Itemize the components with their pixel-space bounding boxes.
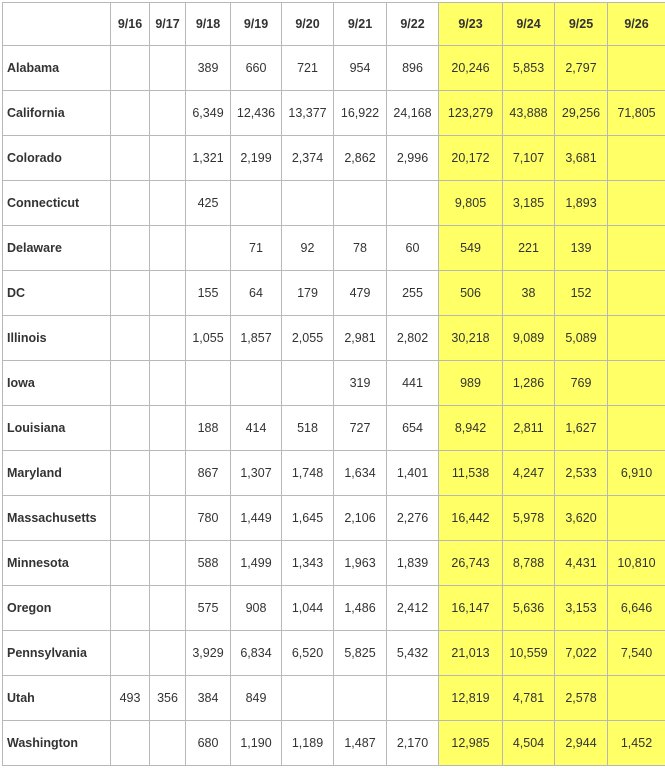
value-cell <box>111 316 150 361</box>
value-cell-highlighted <box>608 676 665 721</box>
value-cell: 6,349 <box>186 91 231 136</box>
value-cell-highlighted: 6,646 <box>608 586 665 631</box>
value-cell: 24,168 <box>387 91 439 136</box>
value-cell: 6,520 <box>282 631 334 676</box>
value-cell-highlighted: 11,538 <box>439 451 503 496</box>
value-cell: 1,189 <box>282 721 334 766</box>
value-cell: 1,401 <box>387 451 439 496</box>
table-row <box>3 181 665 226</box>
value-cell-highlighted: 8,942 <box>439 406 503 451</box>
value-cell <box>150 406 186 451</box>
value-cell: 727 <box>334 406 387 451</box>
value-cell-highlighted: 221 <box>503 226 555 271</box>
value-cell <box>111 586 150 631</box>
value-cell-highlighted: 7,107 <box>503 136 555 181</box>
value-cell-highlighted <box>608 226 665 271</box>
value-cell <box>387 676 439 721</box>
value-cell-highlighted: 30,218 <box>439 316 503 361</box>
value-cell <box>111 46 150 91</box>
value-cell-highlighted: 1,627 <box>555 406 608 451</box>
value-cell: 721 <box>282 46 334 91</box>
value-cell-highlighted: 1,893 <box>555 181 608 226</box>
value-cell <box>150 721 186 766</box>
value-cell: 188 <box>186 406 231 451</box>
state-name-cell: Connecticut <box>3 181 111 226</box>
value-cell-highlighted: 20,172 <box>439 136 503 181</box>
column-header: 9/21 <box>334 3 387 46</box>
table-row <box>3 226 665 271</box>
value-cell-highlighted: 29,256 <box>555 91 608 136</box>
value-cell: 1,449 <box>231 496 282 541</box>
value-cell-highlighted: 3,681 <box>555 136 608 181</box>
value-cell: 13,377 <box>282 91 334 136</box>
value-cell-highlighted: 506 <box>439 271 503 316</box>
value-cell: 2,412 <box>387 586 439 631</box>
value-cell-highlighted: 3,185 <box>503 181 555 226</box>
value-cell <box>111 451 150 496</box>
value-cell-highlighted: 12,819 <box>439 676 503 721</box>
table-row <box>3 46 665 91</box>
state-name-cell: DC <box>3 271 111 316</box>
column-header: 9/22 <box>387 3 439 46</box>
value-cell: 2,199 <box>231 136 282 181</box>
value-cell: 2,374 <box>282 136 334 181</box>
value-cell <box>150 496 186 541</box>
value-cell <box>150 226 186 271</box>
value-cell <box>111 721 150 766</box>
value-cell: 1,748 <box>282 451 334 496</box>
table-row <box>3 541 665 586</box>
value-cell: 493 <box>111 676 150 721</box>
value-cell: 1,343 <box>282 541 334 586</box>
column-header <box>3 3 111 46</box>
value-cell-highlighted: 20,246 <box>439 46 503 91</box>
value-cell-highlighted <box>608 46 665 91</box>
value-cell-highlighted <box>608 316 665 361</box>
table-row <box>3 361 665 406</box>
state-name-cell: Utah <box>3 676 111 721</box>
value-cell: 588 <box>186 541 231 586</box>
value-cell: 1,839 <box>387 541 439 586</box>
value-cell <box>111 361 150 406</box>
value-cell: 60 <box>387 226 439 271</box>
value-cell-highlighted: 5,978 <box>503 496 555 541</box>
value-cell-highlighted: 3,153 <box>555 586 608 631</box>
table-row <box>3 721 665 766</box>
table-row <box>3 676 665 721</box>
value-cell: 1,044 <box>282 586 334 631</box>
value-cell <box>150 631 186 676</box>
column-header-highlighted: 9/24 <box>503 3 555 46</box>
value-cell-highlighted: 2,578 <box>555 676 608 721</box>
state-name-cell: Pennsylvania <box>3 631 111 676</box>
state-name-cell: Illinois <box>3 316 111 361</box>
column-header-highlighted: 9/26 <box>608 3 665 46</box>
value-cell: 64 <box>231 271 282 316</box>
value-cell <box>111 91 150 136</box>
column-header-highlighted: 9/25 <box>555 3 608 46</box>
value-cell: 518 <box>282 406 334 451</box>
value-cell: 2,802 <box>387 316 439 361</box>
value-cell: 2,106 <box>334 496 387 541</box>
value-cell-highlighted: 4,247 <box>503 451 555 496</box>
value-cell <box>334 676 387 721</box>
value-cell: 954 <box>334 46 387 91</box>
value-cell-highlighted <box>608 271 665 316</box>
value-cell: 660 <box>231 46 282 91</box>
value-cell: 2,996 <box>387 136 439 181</box>
value-cell-highlighted: 6,910 <box>608 451 665 496</box>
value-cell-highlighted: 139 <box>555 226 608 271</box>
value-cell: 1,486 <box>334 586 387 631</box>
column-header: 9/17 <box>150 3 186 46</box>
early-vote-table <box>2 2 665 766</box>
value-cell-highlighted: 38 <box>503 271 555 316</box>
table-row <box>3 496 665 541</box>
table-row <box>3 631 665 676</box>
value-cell <box>111 406 150 451</box>
value-cell-highlighted: 1,286 <box>503 361 555 406</box>
value-cell: 1,634 <box>334 451 387 496</box>
table-row <box>3 91 665 136</box>
value-cell-highlighted: 1,452 <box>608 721 665 766</box>
value-cell <box>282 181 334 226</box>
value-cell: 425 <box>186 181 231 226</box>
value-cell <box>387 181 439 226</box>
table-row <box>3 271 665 316</box>
value-cell-highlighted: 989 <box>439 361 503 406</box>
table-row <box>3 451 665 496</box>
value-cell-highlighted <box>608 136 665 181</box>
value-cell: 384 <box>186 676 231 721</box>
value-cell <box>231 181 282 226</box>
value-cell: 255 <box>387 271 439 316</box>
value-cell-highlighted: 3,620 <box>555 496 608 541</box>
value-cell: 680 <box>186 721 231 766</box>
value-cell <box>111 136 150 181</box>
value-cell-highlighted: 2,811 <box>503 406 555 451</box>
value-cell: 575 <box>186 586 231 631</box>
value-cell: 479 <box>334 271 387 316</box>
column-header: 9/19 <box>231 3 282 46</box>
value-cell <box>186 361 231 406</box>
value-cell <box>111 496 150 541</box>
value-cell: 908 <box>231 586 282 631</box>
value-cell-highlighted: 21,013 <box>439 631 503 676</box>
value-cell: 16,922 <box>334 91 387 136</box>
value-cell: 896 <box>387 46 439 91</box>
table-row <box>3 406 665 451</box>
value-cell <box>150 271 186 316</box>
value-cell-highlighted: 9,805 <box>439 181 503 226</box>
value-cell-highlighted: 71,805 <box>608 91 665 136</box>
value-cell <box>150 451 186 496</box>
state-name-cell: Massachusetts <box>3 496 111 541</box>
value-cell: 6,834 <box>231 631 282 676</box>
value-cell <box>111 271 150 316</box>
value-cell: 5,432 <box>387 631 439 676</box>
value-cell: 1,963 <box>334 541 387 586</box>
state-name-cell: Louisiana <box>3 406 111 451</box>
value-cell <box>150 586 186 631</box>
value-cell-highlighted <box>608 361 665 406</box>
value-cell-highlighted: 9,089 <box>503 316 555 361</box>
value-cell-highlighted: 5,089 <box>555 316 608 361</box>
value-cell: 1,055 <box>186 316 231 361</box>
value-cell: 356 <box>150 676 186 721</box>
value-cell-highlighted <box>608 181 665 226</box>
value-cell-highlighted: 7,022 <box>555 631 608 676</box>
value-cell-highlighted: 16,442 <box>439 496 503 541</box>
value-cell <box>111 226 150 271</box>
value-cell-highlighted: 43,888 <box>503 91 555 136</box>
state-name-cell: Iowa <box>3 361 111 406</box>
value-cell: 2,981 <box>334 316 387 361</box>
value-cell-highlighted: 4,781 <box>503 676 555 721</box>
state-name-cell: California <box>3 91 111 136</box>
value-cell: 2,276 <box>387 496 439 541</box>
value-cell <box>150 541 186 586</box>
value-cell-highlighted: 2,797 <box>555 46 608 91</box>
value-cell-highlighted: 5,853 <box>503 46 555 91</box>
value-cell: 155 <box>186 271 231 316</box>
value-cell-highlighted: 4,431 <box>555 541 608 586</box>
value-cell: 5,825 <box>334 631 387 676</box>
state-name-cell: Delaware <box>3 226 111 271</box>
value-cell: 654 <box>387 406 439 451</box>
state-name-cell: Colorado <box>3 136 111 181</box>
value-cell <box>150 46 186 91</box>
value-cell: 1,307 <box>231 451 282 496</box>
value-cell <box>231 361 282 406</box>
value-cell <box>111 181 150 226</box>
value-cell-highlighted: 26,743 <box>439 541 503 586</box>
table-row <box>3 586 665 631</box>
value-cell-highlighted: 10,810 <box>608 541 665 586</box>
value-cell-highlighted: 12,985 <box>439 721 503 766</box>
value-cell: 414 <box>231 406 282 451</box>
table-row <box>3 136 665 181</box>
value-cell: 71 <box>231 226 282 271</box>
value-cell: 2,170 <box>387 721 439 766</box>
value-cell <box>282 361 334 406</box>
state-name-cell: Minnesota <box>3 541 111 586</box>
value-cell: 12,436 <box>231 91 282 136</box>
value-cell-highlighted: 7,540 <box>608 631 665 676</box>
value-cell: 867 <box>186 451 231 496</box>
value-cell: 1,645 <box>282 496 334 541</box>
value-cell: 1,190 <box>231 721 282 766</box>
state-name-cell: Maryland <box>3 451 111 496</box>
state-name-cell: Washington <box>3 721 111 766</box>
value-cell <box>150 361 186 406</box>
value-cell: 2,055 <box>282 316 334 361</box>
state-name-cell: Oregon <box>3 586 111 631</box>
value-cell: 1,487 <box>334 721 387 766</box>
column-header: 9/16 <box>111 3 150 46</box>
value-cell: 179 <box>282 271 334 316</box>
value-cell <box>186 226 231 271</box>
value-cell <box>334 181 387 226</box>
table-row <box>3 316 665 361</box>
value-cell <box>150 136 186 181</box>
value-cell: 1,499 <box>231 541 282 586</box>
column-header: 9/18 <box>186 3 231 46</box>
value-cell-highlighted: 4,504 <box>503 721 555 766</box>
value-cell <box>111 541 150 586</box>
value-cell <box>282 676 334 721</box>
value-cell-highlighted: 123,279 <box>439 91 503 136</box>
value-cell <box>150 316 186 361</box>
value-cell: 849 <box>231 676 282 721</box>
value-cell: 389 <box>186 46 231 91</box>
value-cell: 92 <box>282 226 334 271</box>
value-cell-highlighted: 5,636 <box>503 586 555 631</box>
value-cell: 3,929 <box>186 631 231 676</box>
value-cell-highlighted: 549 <box>439 226 503 271</box>
table-header-row <box>3 3 665 46</box>
value-cell-highlighted <box>608 406 665 451</box>
column-header-highlighted: 9/23 <box>439 3 503 46</box>
value-cell <box>150 181 186 226</box>
value-cell <box>111 631 150 676</box>
value-cell-highlighted: 16,147 <box>439 586 503 631</box>
value-cell: 1,321 <box>186 136 231 181</box>
column-header: 9/20 <box>282 3 334 46</box>
value-cell-highlighted: 152 <box>555 271 608 316</box>
value-cell: 1,857 <box>231 316 282 361</box>
value-cell-highlighted: 2,944 <box>555 721 608 766</box>
value-cell-highlighted: 769 <box>555 361 608 406</box>
value-cell: 2,862 <box>334 136 387 181</box>
value-cell <box>150 91 186 136</box>
value-cell-highlighted: 10,559 <box>503 631 555 676</box>
value-cell-highlighted: 8,788 <box>503 541 555 586</box>
value-cell-highlighted: 2,533 <box>555 451 608 496</box>
state-name-cell: Alabama <box>3 46 111 91</box>
value-cell: 441 <box>387 361 439 406</box>
value-cell: 319 <box>334 361 387 406</box>
value-cell-highlighted <box>608 496 665 541</box>
table-body <box>3 46 665 766</box>
value-cell: 78 <box>334 226 387 271</box>
value-cell: 780 <box>186 496 231 541</box>
